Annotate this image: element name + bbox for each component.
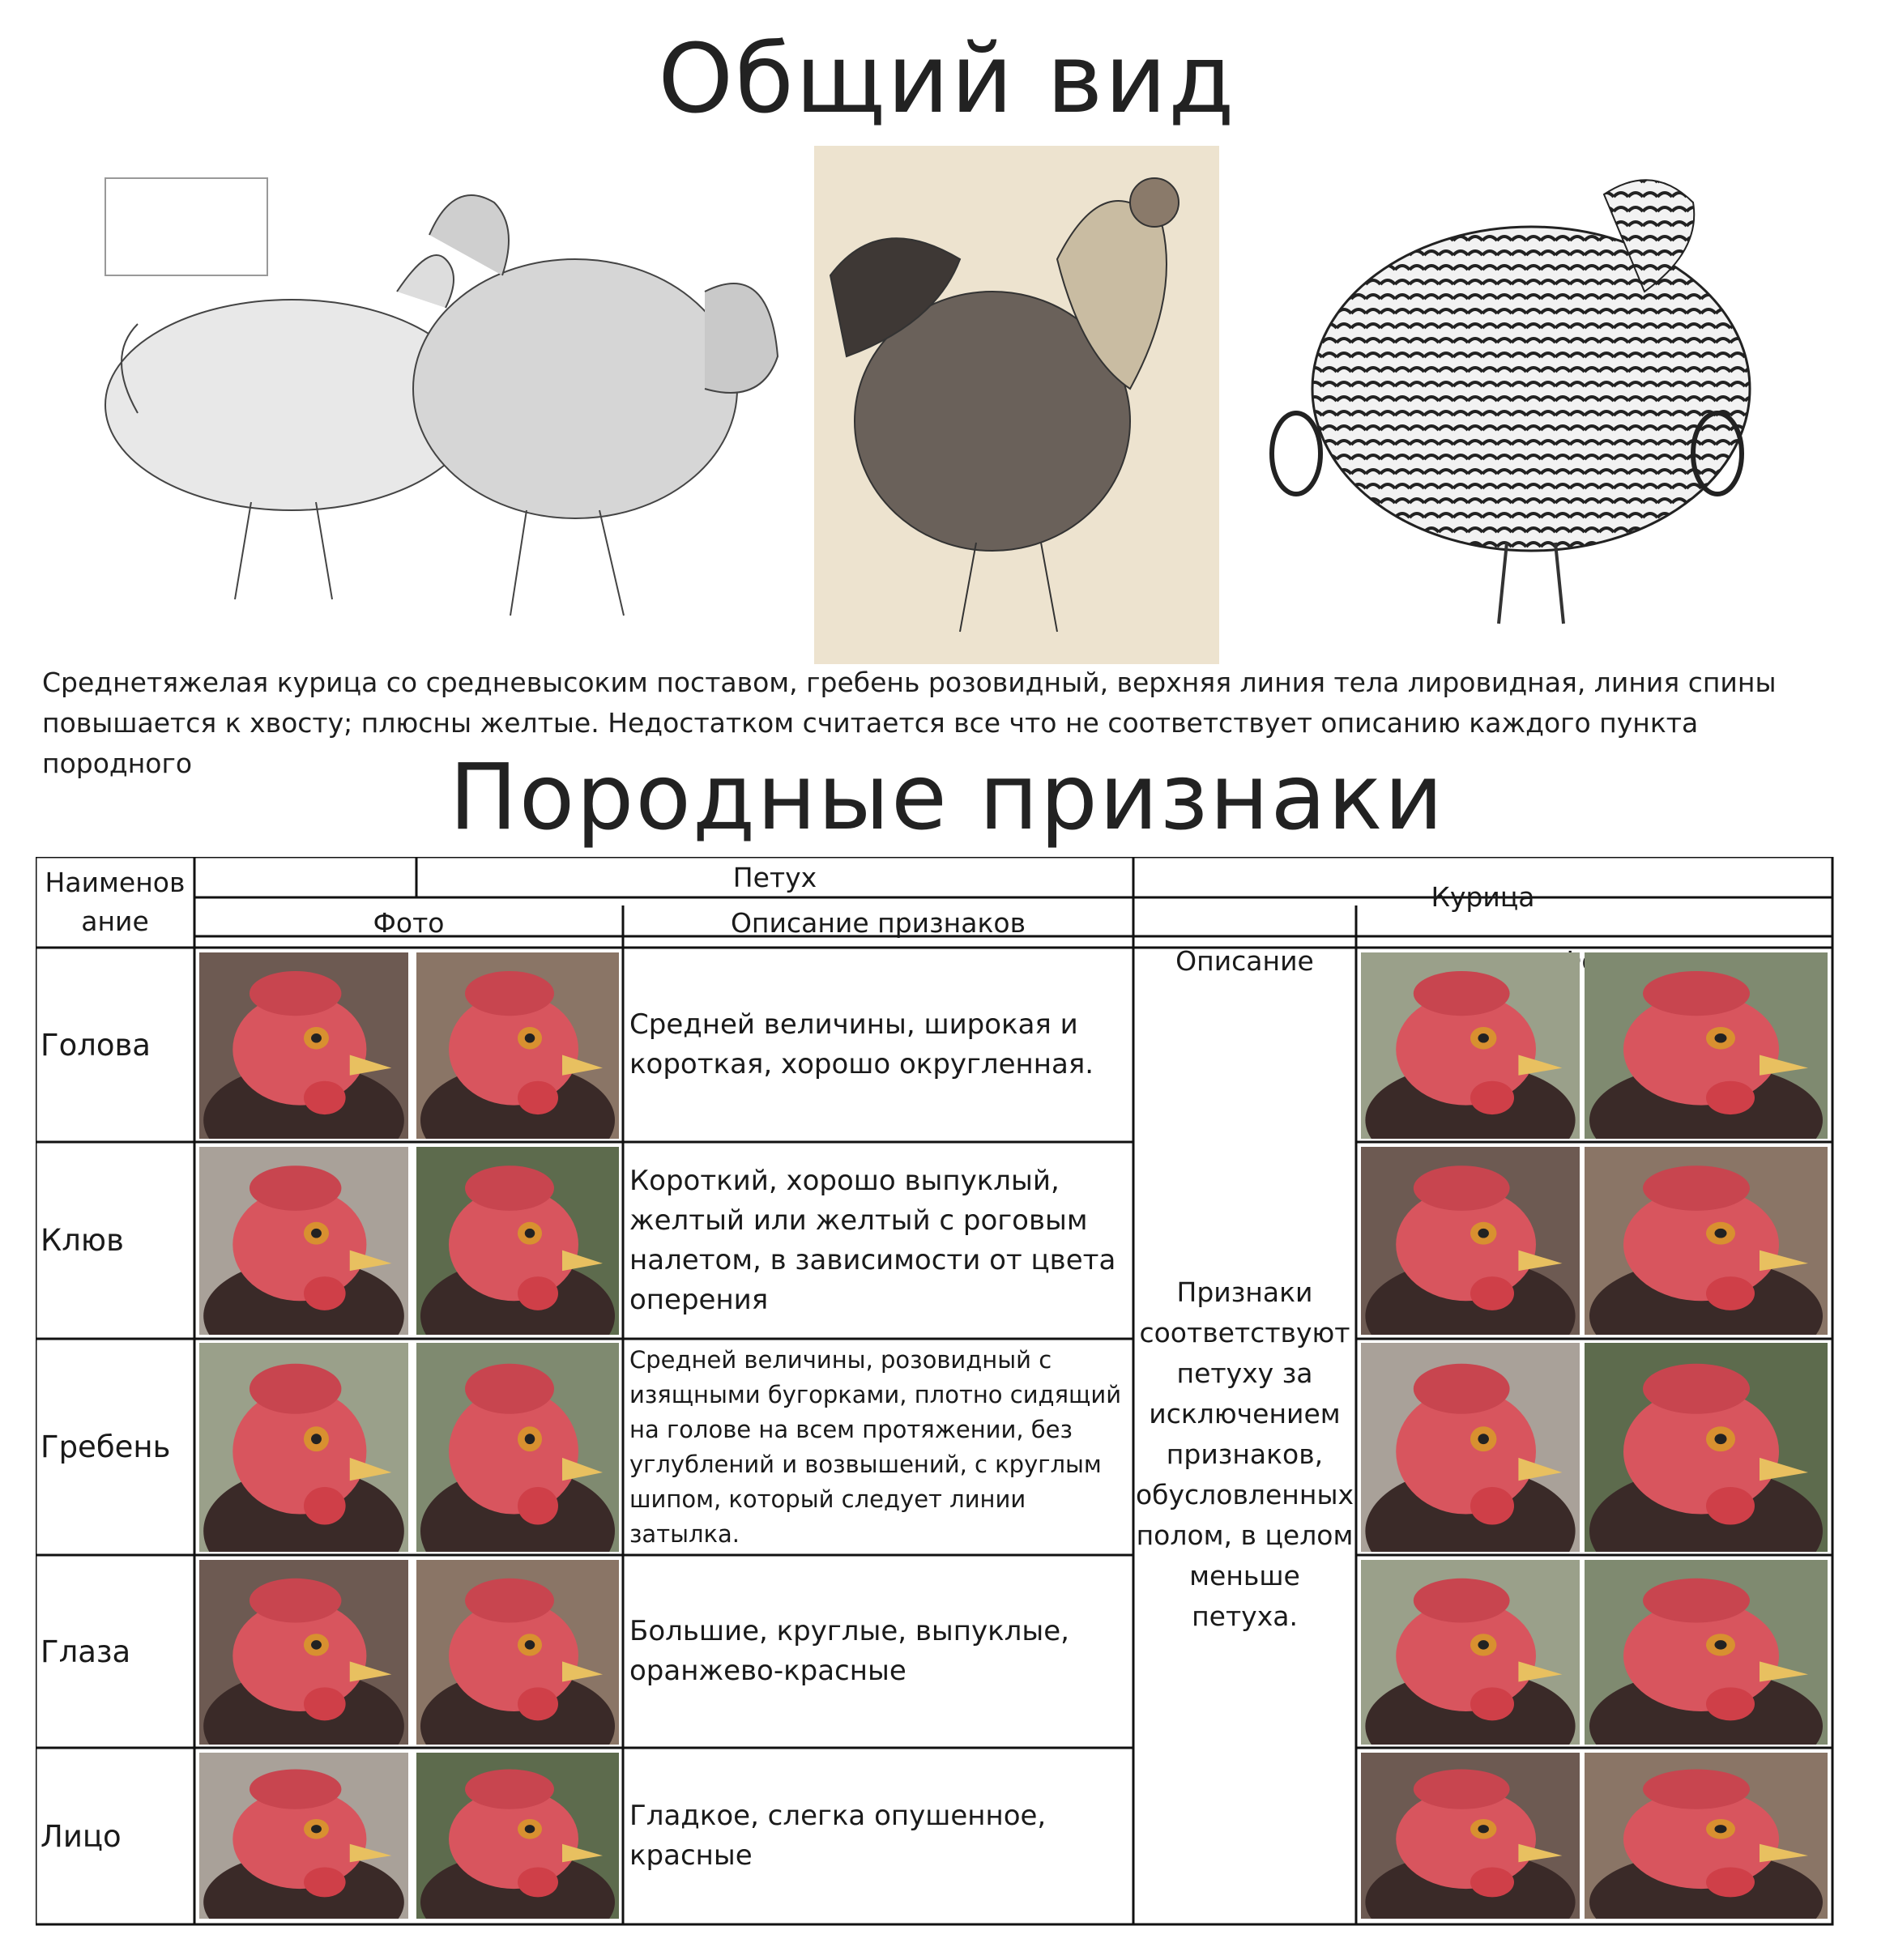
row-desc-head: Средней величины, широкая и короткая, хорошо округленная.: [629, 1008, 1094, 1080]
hen-comb-photo-2: [1585, 1343, 1828, 1552]
hen-traits-note: Признаки соответствуют петуху за исключением признаков, обусловленных полом, в целом меньше петуха.: [1135, 1276, 1354, 1632]
page-title: Общий вид: [658, 23, 1236, 134]
rooster-description-header: Описание признаков: [730, 906, 1026, 939]
rooster-diagram-illustration: [814, 146, 1219, 664]
row-name-beak: Клюв: [41, 1223, 124, 1258]
rooster-head-photo-1: [199, 952, 408, 1139]
hen-beak-photo-1: [1361, 1147, 1580, 1335]
breed-traits-table: [36, 857, 1834, 1928]
general-description: Среднетяжелая курица со средневысоким поставом, гребень розовидный, верхняя линия тела лировидная, линия спины повышается к хвосту; плюсны желтые. Недостатком считается все что не соответствует описанию каждого пункта породного: [42, 667, 1777, 779]
hen-head-photo-1: [1361, 952, 1580, 1139]
rooster-header: Петух: [732, 861, 817, 893]
rooster-eyes-photo-1: [199, 1560, 408, 1745]
chickens-pair-illustration: [73, 146, 802, 664]
column-header-name: Наименов ание: [45, 867, 186, 937]
rooster-head-photo-2: [416, 952, 619, 1139]
rooster-eyes-photo-2: [416, 1560, 619, 1745]
row-desc-comb: Средней величины, розовидный с изящными бугорками, плотно сидящий на голове на всем протяжении, без углублений и возвышений, с круглым шипом, который следует линии затылка.: [629, 1345, 1122, 1548]
row-name-eyes: Глаза: [41, 1634, 131, 1669]
hen-eyes-photo-2: [1585, 1560, 1828, 1745]
row-name-comb: Гребень: [41, 1430, 171, 1464]
section-title: Породные признаки: [449, 745, 1445, 850]
hen-header: Курица: [1431, 880, 1535, 913]
rooster-comb-photo-2: [416, 1343, 619, 1552]
row-desc-beak: Короткий, хорошо выпуклый, желтый или желтый с роговым налетом, в зависимости от цвета оперения: [629, 1164, 1116, 1316]
hen-head-photo-2: [1585, 952, 1828, 1139]
hen-beak-photo-2: [1585, 1147, 1828, 1335]
row-desc-face: Гладкое, слегка опушенное, красные: [629, 1800, 1047, 1872]
rooster-face-photo-1: [199, 1753, 408, 1919]
hen-face-photo-1: [1361, 1753, 1580, 1919]
rooster-beak-photo-1: [199, 1147, 408, 1335]
rooster-beak-photo-2: [416, 1147, 619, 1335]
rooster-comb-photo-1: [199, 1343, 408, 1552]
rooster-photo-header: Фото: [373, 906, 445, 939]
hen-comb-photo-1: [1361, 1343, 1580, 1552]
hen-description-header: Описание: [1175, 944, 1314, 977]
rooster-face-photo-2: [416, 1753, 619, 1919]
hen-face-photo-2: [1585, 1753, 1828, 1919]
hen-eyes-photo-1: [1361, 1560, 1580, 1745]
laced-hen-illustration: [1264, 146, 1782, 664]
row-name-face: Лицо: [41, 1818, 122, 1854]
row-desc-eyes: Большие, круглые, выпуклые, оранжево-красные: [629, 1615, 1069, 1687]
row-name-head: Голова: [41, 1027, 151, 1063]
